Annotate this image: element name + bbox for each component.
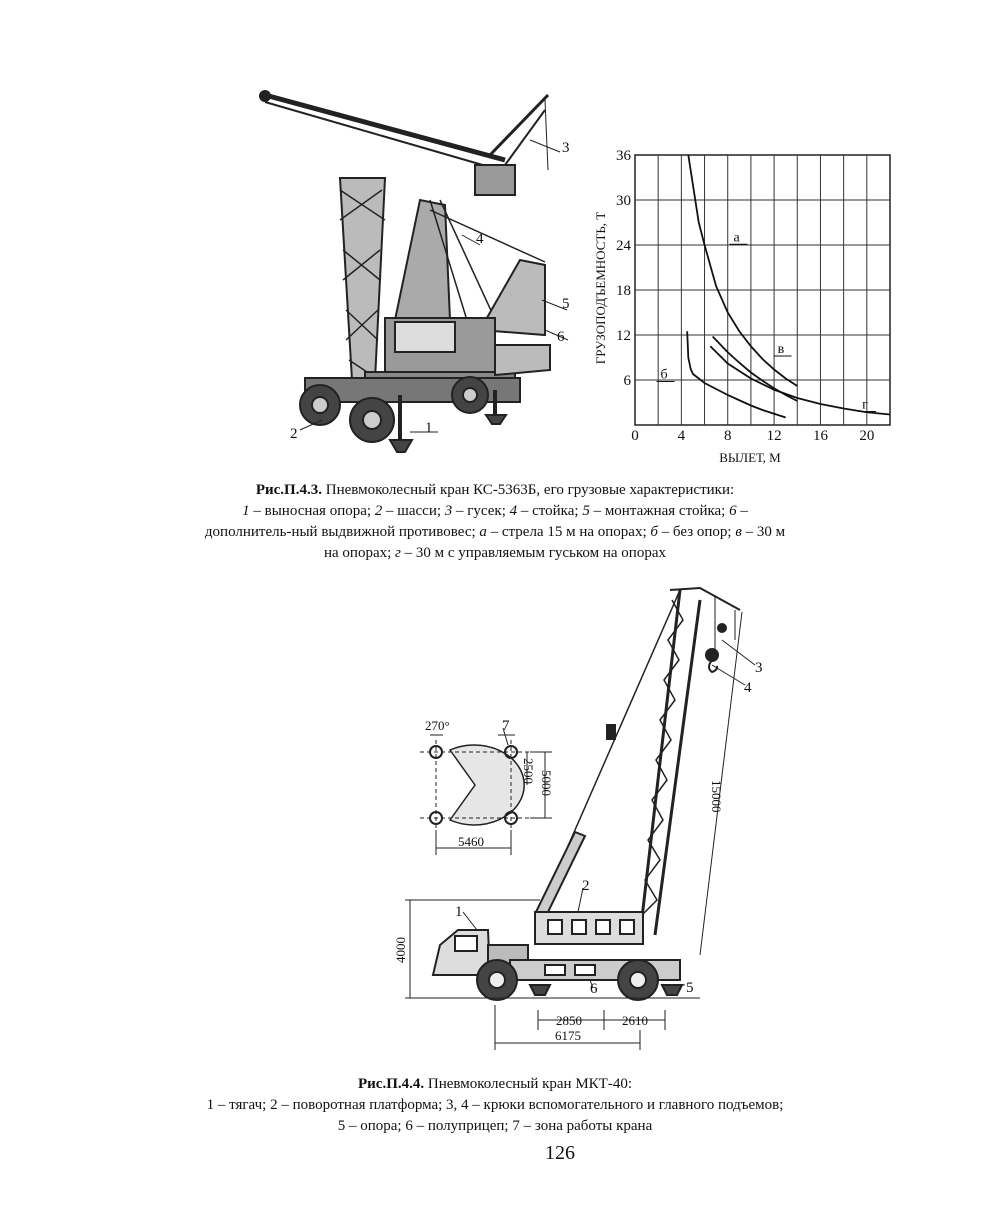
callout-1: 1: [425, 420, 433, 436]
caption-legend-text: – 30 м на опорах;: [324, 524, 786, 561]
chart-xtick-label: 0: [631, 428, 639, 444]
chart-ytick-label: 36: [616, 148, 631, 164]
caption-legend-text: – стойка;: [517, 503, 583, 519]
callout-6: 6: [557, 329, 565, 345]
dim-zone-half-2500: 2500: [521, 758, 536, 784]
chart-series-label: б: [660, 367, 668, 383]
caption-legend-key: 2: [374, 503, 383, 519]
caption-legend-key: 5: [582, 503, 590, 519]
dim-wheelbase-2610: 2610: [622, 1013, 648, 1028]
figure-caption-p44: [180, 1074, 810, 1137]
caption-legend-text: – монтажная стойка;: [589, 503, 730, 519]
chart-xtick-label: 12: [766, 428, 782, 444]
caption-p43-text: Пневмоколесный кран КС-5363Б, его грузовые характеристики:: [321, 482, 735, 498]
callout-3: 3: [755, 660, 763, 676]
caption-p44-title: Рис.П.4.4.: [357, 1076, 425, 1092]
chart-ytick-label: 18: [616, 283, 631, 299]
caption-legend-text: – гусек;: [452, 503, 510, 519]
chart-xlabel: ВЫЛЕТ, М: [719, 450, 781, 465]
chart-series-label: в: [777, 342, 785, 357]
caption-p43-title: Рис.П.4.3.: [255, 482, 322, 498]
callout-2: 2: [290, 426, 298, 442]
chart-xtick-label: 16: [812, 428, 828, 444]
caption-legend-text: – выносная опора;: [249, 503, 375, 519]
callout-5: 5: [562, 296, 570, 312]
callout-7: 7: [502, 718, 510, 734]
dim-boom-15000: 15000: [709, 780, 724, 813]
dim-wheelbase-2850: 2850: [556, 1013, 582, 1028]
caption-legend-text: – шасси;: [382, 503, 445, 519]
chart-xtick-label: 8: [723, 428, 732, 444]
figure-caption-p44-heading: [180, 1074, 810, 1095]
chart-ytick-label: 24: [616, 238, 631, 254]
chart-ylabel: ГРУЗОПОДЪЕМНОСТЬ, Т: [593, 211, 608, 365]
caption-p44-line3: 5 – опора; 6 – полуприцеп; 7 – зона работы крана: [337, 1118, 653, 1134]
chart-ytick-label: 6: [623, 373, 631, 389]
page-number: 126: [545, 1142, 575, 1164]
chart-xtick-label: 20: [859, 428, 875, 444]
caption-legend-key: 6: [729, 503, 737, 519]
dim-height-4000: 4000: [393, 937, 408, 963]
dim-zone-full-5000: 5000: [539, 770, 554, 796]
caption-legend-key: б: [650, 524, 658, 540]
caption-legend-key: 3: [444, 503, 453, 519]
caption-legend-key: в: [735, 524, 742, 540]
callout-6: 6: [590, 981, 598, 997]
caption-legend-text: – дополнитель-ный выдвижной противовес;: [204, 503, 748, 540]
chart-ytick-label: 30: [616, 193, 631, 209]
dim-zone-width-5460: 5460: [458, 834, 484, 849]
caption-p44-text: Пневмоколесный кран МКТ-40:: [424, 1076, 632, 1092]
chart-series-label: г: [862, 397, 868, 413]
caption-legend-key: г: [395, 545, 401, 561]
callout-4: 4: [744, 680, 752, 696]
caption-legend-key: а: [479, 524, 487, 540]
caption-p44-line2: 1 – тягач; 2 – поворотная платформа; 3, 4 – крюки вспомогательного и главного подъемов;: [206, 1097, 784, 1113]
dim-overall-6175: 6175: [555, 1028, 581, 1043]
caption-legend-text: – 30 м с управляемым гуськом на опорах: [400, 545, 666, 561]
caption-legend-key: 1: [242, 503, 250, 519]
chart-ytick-label: 12: [616, 328, 631, 344]
callout-4: 4: [476, 231, 484, 247]
chart-series-label: а: [733, 230, 740, 246]
callout-5: 5: [686, 980, 694, 996]
callout-3: 3: [562, 140, 570, 156]
caption-legend-key: 4: [509, 503, 518, 519]
dim-zone-angle: 270°: [425, 718, 450, 733]
chart-xtick-label: 4: [677, 428, 686, 444]
callout-2: 2: [582, 878, 590, 894]
caption-legend-text: – стрела 15 м на опорах;: [486, 524, 651, 540]
callout-1: 1: [455, 904, 463, 920]
caption-legend-text: – без опор;: [657, 524, 736, 540]
